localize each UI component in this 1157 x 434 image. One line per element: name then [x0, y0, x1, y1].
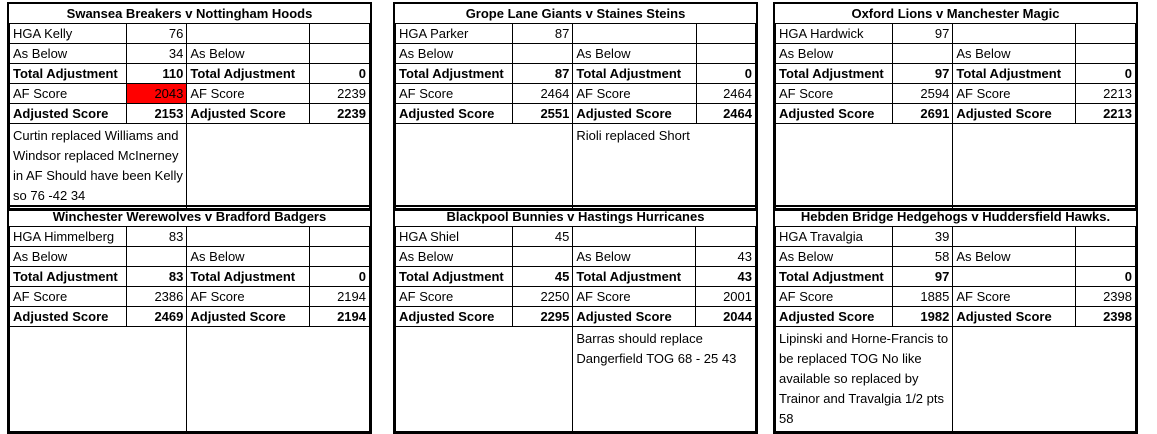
match-table [395, 207, 756, 432]
label-cell[interactable] [187, 227, 310, 247]
match-title[interactable]: Oxford Lions v Manchester Magic [776, 4, 1136, 24]
label-cell[interactable]: Adjusted Score [573, 307, 696, 327]
table-row [776, 24, 1136, 44]
label-cell[interactable]: HGA Travalgia [776, 227, 893, 247]
value-cell[interactable] [696, 227, 756, 247]
value-cell[interactable]: 34 [126, 44, 187, 64]
value-cell[interactable]: 2551 [512, 104, 573, 124]
label-cell[interactable]: AF Score [187, 84, 310, 104]
label-cell[interactable]: As Below [396, 44, 513, 64]
note-cell[interactable] [953, 124, 1136, 209]
value-cell[interactable]: 2213 [1076, 104, 1136, 124]
label-cell[interactable]: Total Adjustment [10, 64, 127, 84]
table-row [396, 24, 756, 44]
value-cell[interactable]: 2239 [310, 104, 370, 124]
label-cell[interactable] [573, 227, 696, 247]
table-row [10, 247, 370, 267]
label-cell[interactable]: As Below [953, 247, 1076, 267]
match-block [393, 2, 758, 211]
label-cell[interactable]: HGA Hardwick [776, 24, 893, 44]
value-cell[interactable]: 1982 [892, 307, 953, 327]
table-row [396, 44, 756, 64]
value-cell[interactable]: 0 [310, 64, 370, 84]
label-cell[interactable]: HGA Shiel [396, 227, 513, 247]
label-cell[interactable]: Adjusted Score [953, 104, 1076, 124]
label-cell[interactable]: Adjusted Score [573, 104, 696, 124]
value-cell[interactable]: 2691 [892, 104, 953, 124]
label-cell[interactable] [953, 24, 1076, 44]
value-cell[interactable]: 2213 [1076, 84, 1136, 104]
label-cell[interactable] [573, 24, 696, 44]
value-cell[interactable]: 2001 [696, 287, 756, 307]
label-cell[interactable]: As Below [953, 44, 1076, 64]
note-cell[interactable]: Curtin replaced Williams and Windsor replaced McInerney in AF Should have been Kelly so 76 -42 34 [10, 124, 187, 209]
value-cell[interactable]: 97 [892, 64, 953, 84]
match-table [9, 4, 370, 209]
label-cell[interactable] [953, 227, 1076, 247]
label-cell[interactable]: Adjusted Score [776, 104, 893, 124]
value-cell[interactable] [696, 44, 756, 64]
label-cell[interactable]: Total Adjustment [573, 267, 696, 287]
table-row [396, 227, 756, 247]
value-cell[interactable]: 0 [1076, 267, 1136, 287]
value-cell[interactable]: 87 [512, 24, 573, 44]
label-cell[interactable]: HGA Himmelberg [10, 227, 127, 247]
table-row [10, 104, 370, 124]
table-row [396, 247, 756, 267]
value-cell[interactable]: 2295 [512, 307, 573, 327]
label-cell[interactable]: AF Score [396, 287, 513, 307]
table-row [396, 104, 756, 124]
table-row [10, 84, 370, 104]
value-cell[interactable] [310, 247, 370, 267]
label-cell[interactable]: Adjusted Score [187, 104, 310, 124]
table-row [10, 307, 370, 327]
label-cell[interactable]: Total Adjustment [776, 267, 893, 287]
table-row [776, 44, 1136, 64]
value-cell[interactable]: 76 [126, 24, 187, 44]
note-cell[interactable]: Rioli replaced Short [573, 124, 756, 209]
label-cell[interactable]: AF Score [573, 84, 696, 104]
value-cell[interactable] [1076, 247, 1136, 267]
label-cell[interactable]: As Below [10, 44, 127, 64]
label-cell[interactable]: AF Score [776, 84, 893, 104]
note-cell[interactable] [776, 124, 953, 209]
match-block [393, 205, 758, 434]
label-cell[interactable]: AF Score [953, 287, 1076, 307]
value-cell[interactable] [310, 24, 370, 44]
note-cell[interactable] [396, 124, 573, 209]
label-cell[interactable]: Total Adjustment [187, 64, 310, 84]
value-cell[interactable]: 2043 [126, 84, 187, 104]
note-cell[interactable] [187, 327, 370, 432]
label-cell[interactable]: HGA Kelly [10, 24, 127, 44]
note-cell[interactable] [10, 327, 187, 432]
value-cell[interactable]: 43 [696, 247, 756, 267]
value-cell[interactable]: 39 [892, 227, 953, 247]
note-cell[interactable]: Lipinski and Horne-Francis to be replaced TOG No like available so replaced by Trainor and Travalgia 1/2 pts 58 [776, 327, 953, 432]
table-row [776, 104, 1136, 124]
value-cell[interactable]: 2398 [1076, 287, 1136, 307]
value-cell[interactable]: 2194 [310, 287, 370, 307]
table-row [10, 227, 370, 247]
value-cell[interactable]: 2464 [512, 84, 573, 104]
match-block [7, 205, 372, 434]
label-cell[interactable]: Adjusted Score [10, 307, 127, 327]
table-row [10, 287, 370, 307]
value-cell[interactable] [1076, 24, 1136, 44]
table-row [776, 84, 1136, 104]
label-cell[interactable]: Adjusted Score [776, 307, 893, 327]
value-cell[interactable]: 2464 [696, 104, 756, 124]
table-row [10, 64, 370, 84]
value-cell[interactable]: 43 [696, 267, 756, 287]
value-cell[interactable]: 58 [892, 247, 953, 267]
match-title[interactable]: Hebden Bridge Hedgehogs v Huddersfield Hawks. [776, 207, 1136, 227]
label-cell[interactable]: Total Adjustment [396, 64, 513, 84]
value-cell[interactable]: 2594 [892, 84, 953, 104]
label-cell[interactable] [187, 24, 310, 44]
table-row [396, 64, 756, 84]
label-cell[interactable]: HGA Parker [396, 24, 513, 44]
label-cell[interactable]: Adjusted Score [10, 104, 127, 124]
value-cell[interactable]: 97 [892, 24, 953, 44]
note-cell[interactable]: Barras should replace Dangerfield TOG 68 - 25 43 [573, 327, 756, 432]
value-cell[interactable]: 110 [126, 64, 187, 84]
label-cell[interactable]: As Below [573, 44, 696, 64]
value-cell[interactable]: 87 [512, 64, 573, 84]
match-block [773, 205, 1138, 434]
table-row [776, 64, 1136, 84]
value-cell[interactable] [126, 247, 187, 267]
value-cell[interactable]: 2464 [696, 84, 756, 104]
value-cell[interactable] [696, 24, 756, 44]
value-cell[interactable]: 1885 [892, 287, 953, 307]
label-cell[interactable]: Total Adjustment [187, 267, 310, 287]
table-row [776, 227, 1136, 247]
value-cell[interactable] [1076, 227, 1136, 247]
label-cell[interactable]: Total Adjustment [396, 267, 513, 287]
value-cell[interactable]: 45 [512, 267, 573, 287]
match-title[interactable]: Winchester Werewolves v Bradford Badgers [10, 207, 370, 227]
table-row [10, 24, 370, 44]
value-cell[interactable]: 45 [512, 227, 573, 247]
match-title[interactable]: Swansea Breakers v Nottingham Hoods [10, 4, 370, 24]
value-cell[interactable] [310, 227, 370, 247]
value-cell[interactable]: 2469 [126, 307, 187, 327]
label-cell[interactable]: AF Score [573, 287, 696, 307]
table-row [396, 307, 756, 327]
value-cell[interactable] [310, 44, 370, 64]
match-title[interactable]: Grope Lane Giants v Staines Steins [396, 4, 756, 24]
label-cell[interactable]: AF Score [10, 287, 127, 307]
note-cell[interactable] [953, 327, 1136, 432]
match-table [9, 207, 370, 432]
label-cell[interactable]: As Below [776, 44, 893, 64]
value-cell[interactable]: 97 [892, 267, 953, 287]
table-row [776, 247, 1136, 267]
label-cell[interactable]: As Below [187, 44, 310, 64]
label-cell[interactable]: Adjusted Score [187, 307, 310, 327]
label-cell[interactable] [953, 267, 1076, 287]
label-cell[interactable]: Total Adjustment [776, 64, 893, 84]
label-cell[interactable]: Adjusted Score [953, 307, 1076, 327]
match-table [395, 4, 756, 209]
match-block [773, 2, 1138, 211]
label-cell[interactable]: As Below [10, 247, 127, 267]
label-cell[interactable]: Adjusted Score [396, 307, 513, 327]
label-cell[interactable]: Total Adjustment [10, 267, 127, 287]
value-cell[interactable]: 0 [310, 267, 370, 287]
label-cell[interactable]: AF Score [187, 287, 310, 307]
label-cell[interactable]: AF Score [776, 287, 893, 307]
match-table [775, 207, 1136, 432]
label-cell[interactable]: As Below [396, 247, 513, 267]
value-cell[interactable] [1076, 44, 1136, 64]
label-cell[interactable]: AF Score [10, 84, 127, 104]
match-table [775, 4, 1136, 209]
value-cell[interactable] [892, 44, 953, 64]
table-row [396, 267, 756, 287]
label-cell[interactable]: AF Score [396, 84, 513, 104]
label-cell[interactable]: As Below [187, 247, 310, 267]
match-block [7, 2, 372, 211]
value-cell[interactable]: 0 [1076, 64, 1136, 84]
label-cell[interactable]: AF Score [953, 84, 1076, 104]
value-cell[interactable]: 83 [126, 227, 187, 247]
value-cell[interactable]: 2398 [1076, 307, 1136, 327]
table-row [10, 267, 370, 287]
value-cell[interactable]: 2386 [126, 287, 187, 307]
table-row [776, 307, 1136, 327]
value-cell[interactable] [512, 44, 573, 64]
value-cell[interactable]: 2044 [696, 307, 756, 327]
label-cell[interactable]: Adjusted Score [396, 104, 513, 124]
value-cell[interactable]: 0 [696, 64, 756, 84]
label-cell[interactable]: As Below [776, 247, 893, 267]
table-row [10, 44, 370, 64]
table-row [396, 287, 756, 307]
value-cell[interactable]: 83 [126, 267, 187, 287]
value-cell[interactable]: 2194 [310, 307, 370, 327]
label-cell[interactable]: As Below [573, 247, 696, 267]
table-row [396, 84, 756, 104]
label-cell[interactable]: Total Adjustment [953, 64, 1076, 84]
value-cell[interactable]: 2239 [310, 84, 370, 104]
value-cell[interactable] [512, 247, 573, 267]
value-cell[interactable]: 2153 [126, 104, 187, 124]
value-cell[interactable]: 2250 [512, 287, 573, 307]
match-title[interactable]: Blackpool Bunnies v Hastings Hurricanes [396, 207, 756, 227]
label-cell[interactable]: Total Adjustment [573, 64, 696, 84]
table-row [776, 287, 1136, 307]
note-cell[interactable] [187, 124, 370, 209]
note-cell[interactable] [396, 327, 573, 432]
table-row [776, 267, 1136, 287]
